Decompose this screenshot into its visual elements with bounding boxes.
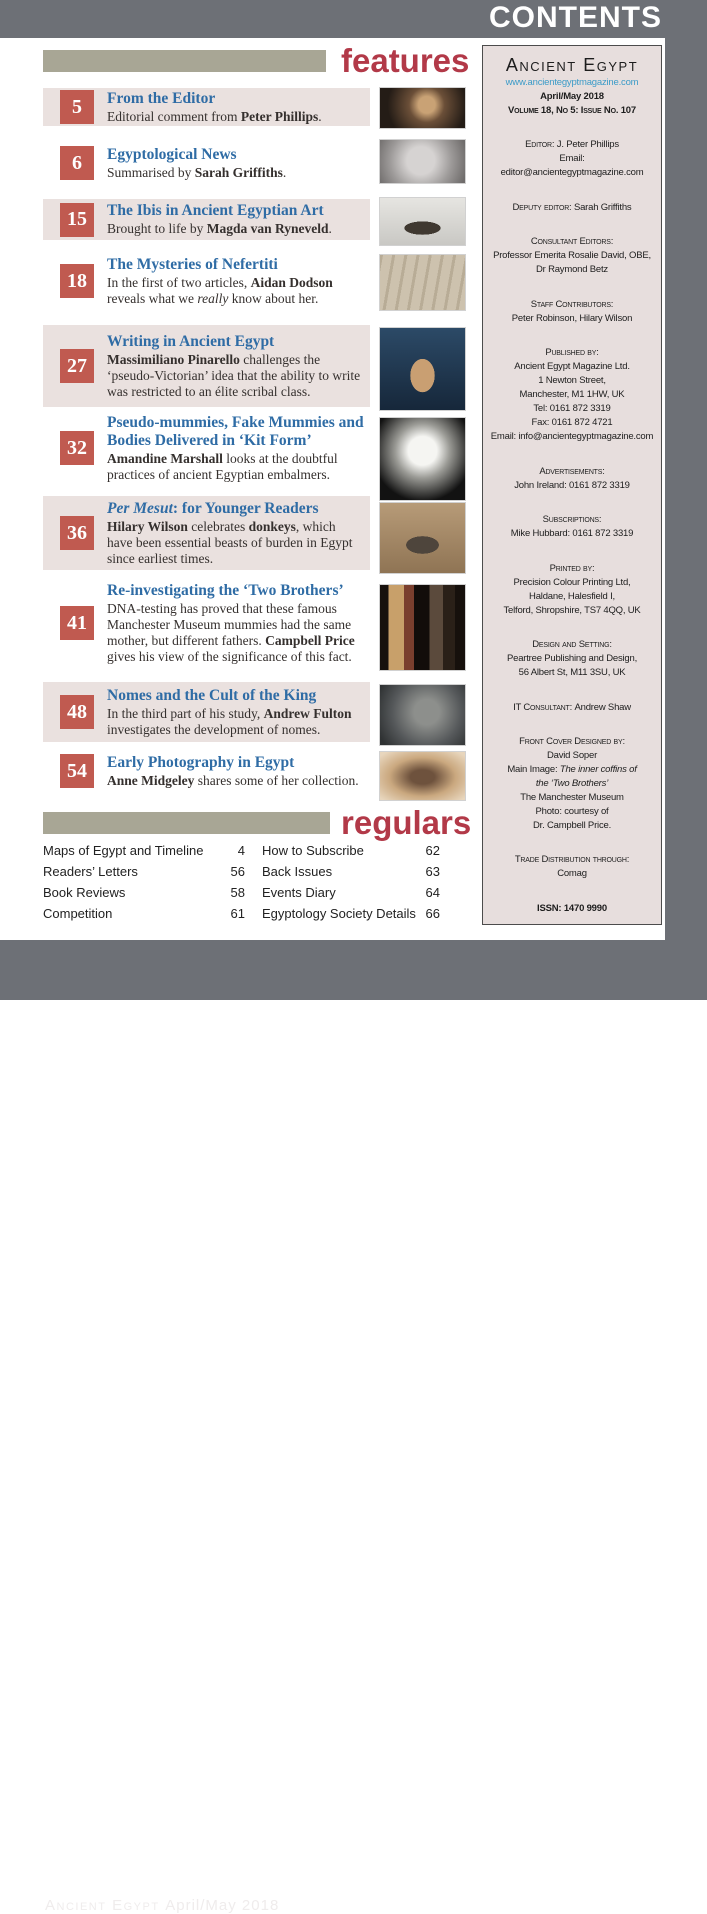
- website-link[interactable]: www.ancientegyptmagazine.com: [505, 77, 639, 88]
- page-number-badge: 54: [60, 754, 94, 788]
- page-number-badge: 48: [60, 695, 94, 729]
- text-segment: Dr. Campbell Price.: [532, 819, 612, 831]
- text-segment: Summarised by: [107, 164, 195, 180]
- text-segment: Tel: 0161 872 3319: [533, 403, 611, 415]
- text-segment: Design and Setting:: [532, 639, 612, 651]
- feature-description: [107, 275, 364, 307]
- feature-description: [107, 165, 286, 181]
- regulars-list-right: [262, 840, 440, 924]
- text-segment: The Manchester Museum: [520, 791, 624, 803]
- text-segment: Magda van Ryneveld: [206, 221, 329, 236]
- page-number-badge: 41: [60, 606, 94, 640]
- text-segment: Comag: [557, 868, 587, 880]
- feature-description: [107, 519, 364, 567]
- text-segment: really: [197, 290, 229, 306]
- text-segment: investigates the development of nomes.: [107, 721, 321, 737]
- text-segment: : for Younger Readers: [172, 499, 319, 517]
- text-segment: 56 Albert St, M11 3SU, UK: [518, 667, 626, 679]
- feature-title: [107, 202, 332, 220]
- sidebar-line: [488, 430, 656, 444]
- text-segment: Email: editor@ancientegyptmagazine.com: [500, 153, 644, 179]
- sidebar-block-9: [488, 638, 656, 680]
- feature-item-32: [43, 414, 370, 482]
- text-segment: the ‘Two Brothers’: [535, 777, 609, 789]
- text-segment: celebrates: [187, 518, 249, 534]
- text-segment: Mike Hubbard: 0161 872 3319: [510, 528, 634, 540]
- sidebar-line: [488, 235, 656, 249]
- regular-page-number: 56: [230, 864, 245, 879]
- regular-item: [262, 882, 440, 903]
- feature-description: [107, 352, 364, 400]
- sidebar-line: [488, 263, 656, 277]
- text-segment: Editor:: [525, 139, 557, 151]
- page-number-badge: 36: [60, 516, 94, 550]
- page-number-badge: 18: [60, 264, 94, 298]
- text-segment: Editorial comment from: [107, 108, 241, 124]
- text-segment: Manchester, M1 1HW, UK: [519, 389, 625, 401]
- sidebar-line: [488, 853, 656, 867]
- feature-text: [107, 687, 364, 738]
- text-segment: Main Image:: [507, 763, 560, 775]
- text-segment: Advertisements:: [539, 465, 605, 477]
- text-segment: Peter Robinson, Hilary Wilson: [511, 312, 633, 324]
- text-segment: 1 Newton Street,: [538, 375, 606, 387]
- sidebar-block-4: [488, 298, 656, 326]
- text-segment: Andrew Fulton: [263, 705, 352, 721]
- thumbnail-nefertiti-bust-photo: [380, 88, 465, 128]
- regular-label: Book Reviews: [43, 885, 126, 900]
- feature-text: [107, 146, 286, 181]
- sidebar-line: [488, 576, 656, 590]
- text-segment: Egyptological News: [107, 145, 237, 163]
- footer-text: [45, 1897, 279, 1914]
- sidebar-block-10: [488, 701, 656, 715]
- sidebar-line: [488, 867, 656, 881]
- text-segment: The Ibis in Ancient Egyptian Art: [107, 202, 324, 219]
- text-segment: Ancient Egypt: [505, 55, 639, 75]
- text-segment: Brought to life by: [107, 221, 207, 236]
- page-number-badge: 5: [60, 90, 94, 124]
- sidebar-line: [488, 513, 656, 527]
- feature-title: [107, 500, 364, 518]
- sidebar-line: [488, 312, 656, 326]
- text-segment: ISSN: 1470 9990: [537, 902, 607, 914]
- footer-magazine-name: Ancient Egypt: [45, 1897, 160, 1914]
- footer-issue-date: April/May 2018: [165, 1897, 280, 1914]
- sidebar-line: [488, 590, 656, 604]
- feature-item-15: [43, 199, 370, 240]
- regular-page-number: 64: [425, 885, 440, 900]
- text-segment: Peter Phillips: [240, 108, 319, 124]
- feature-description: [107, 109, 322, 125]
- text-segment: Peartree Publishing and Design,: [506, 653, 638, 665]
- feature-title: [107, 754, 359, 772]
- text-segment: looks at the doubtful practices of ancient Egyptian embalmers.: [107, 450, 338, 482]
- text-segment: Anne Midgeley: [107, 772, 195, 788]
- feature-title: [107, 414, 364, 450]
- text-segment: John Ireland: 0161 872 3319: [514, 479, 630, 491]
- regular-item: [262, 903, 440, 924]
- sidebar-line: [488, 749, 656, 763]
- feature-title: [107, 146, 286, 164]
- regular-label: Egyptology Society Details: [262, 906, 416, 921]
- text-segment: J. Peter Phillips: [556, 139, 619, 151]
- regular-page-number: 63: [425, 864, 440, 879]
- text-segment: From the Editor: [107, 89, 216, 107]
- regular-item: [43, 840, 245, 861]
- text-segment: .: [282, 164, 287, 180]
- thumbnail-donkey-painting-photo: [380, 503, 465, 573]
- top-header-band: [0, 0, 707, 38]
- text-segment: Andrew Shaw: [574, 701, 631, 713]
- text-segment: know about her.: [228, 290, 319, 306]
- feature-item-48: [43, 682, 370, 742]
- thumbnail-skull-xray-photo: [380, 418, 465, 500]
- sidebar-line: [488, 152, 656, 180]
- sidebar-line: [488, 465, 656, 479]
- regular-label: How to Subscribe: [262, 843, 364, 858]
- text-segment: , which have been essential beasts of burden in Egypt since earliest times.: [107, 518, 353, 566]
- regulars-list-left: [43, 840, 245, 924]
- text-segment: Email: info@ancientegyptmagazine.com: [490, 431, 654, 443]
- feature-text: [107, 256, 364, 307]
- sidebar-line: [488, 298, 656, 312]
- text-segment: The inner coffins of: [559, 763, 637, 775]
- sidebar-line: [488, 360, 656, 374]
- sidebar-line: [488, 735, 656, 749]
- text-segment: Photo: courtesy of: [535, 805, 609, 817]
- text-segment: In the third part of his study,: [107, 705, 264, 721]
- sidebar-block-1: [488, 138, 656, 180]
- text-segment: Nomes and the Cult of the King: [107, 686, 317, 704]
- text-segment: Ancient Egypt Magazine Ltd.: [514, 361, 630, 373]
- sidebar-line: [488, 249, 656, 263]
- text-segment: Consultant Editors:: [530, 236, 614, 248]
- regular-item: [43, 903, 245, 924]
- sidebar-block-6: [488, 465, 656, 493]
- text-segment: Fax: 0161 872 4721: [531, 417, 613, 429]
- regular-page-number: 61: [230, 906, 245, 921]
- text-segment: Telford, Shropshire, TS7 4QQ, UK: [503, 604, 641, 616]
- sidebar-line: [488, 805, 656, 819]
- regular-item: [262, 840, 440, 861]
- thumbnail-inscribed-stone-photo: [380, 140, 465, 183]
- sidebar-line: [488, 479, 656, 493]
- text-segment: reveals what we: [107, 290, 198, 306]
- sidebar-line: [488, 416, 656, 430]
- regular-label: Events Diary: [262, 885, 336, 900]
- sidebar-line: [488, 76, 656, 90]
- sidebar-line: [488, 346, 656, 360]
- feature-item-18: [43, 251, 370, 311]
- features-divider-bar: [43, 50, 326, 72]
- regular-item: [262, 861, 440, 882]
- text-segment: .: [318, 108, 322, 124]
- thumbnail-ibis-statuette-photo: [380, 198, 465, 245]
- text-segment: Haldane, Halesfield I,: [529, 590, 615, 602]
- page-number-badge: 15: [60, 203, 94, 237]
- thumbnail-sepia-sphinx-photo: [380, 752, 465, 800]
- sidebar-line: [488, 104, 656, 118]
- sidebar-block-13: [488, 902, 656, 916]
- thumbnail-two-coffins-photo: [380, 585, 465, 670]
- feature-item-36: [43, 496, 370, 570]
- footer-band: [0, 940, 707, 1914]
- page-number-badge: 6: [60, 146, 94, 180]
- sidebar-line: [488, 527, 656, 541]
- text-segment: The Mysteries of Nefertiti: [107, 255, 278, 273]
- text-segment: Pseudo-mummies, Fake Mummies and Bodies Delivered in ‘Kit Form’: [107, 413, 364, 449]
- regular-page-number: 58: [230, 885, 245, 900]
- sidebar-block-0: [488, 54, 656, 118]
- thumbnail-seated-scribe-statue-photo: [380, 328, 465, 410]
- thumbnail-relief-carving-photo: [380, 255, 465, 310]
- page-number-badge: 27: [60, 349, 94, 383]
- text-segment: Sarah Griffiths: [194, 164, 283, 180]
- feature-description: [107, 706, 364, 738]
- sidebar-line: [488, 666, 656, 680]
- text-segment: Hilary Wilson: [107, 518, 188, 534]
- feature-title: [107, 333, 364, 351]
- feature-description: [107, 221, 332, 237]
- sidebar-line: [488, 138, 656, 152]
- text-segment: David Soper: [546, 749, 598, 761]
- masthead-sidebar: [482, 45, 662, 925]
- regulars-heading: regulars: [341, 804, 472, 841]
- feature-text: [107, 90, 322, 125]
- sidebar-line: [488, 562, 656, 576]
- regular-page-number: 4: [237, 843, 245, 858]
- regular-item: [43, 882, 245, 903]
- feature-description: [107, 773, 359, 789]
- feature-item-41: [43, 576, 370, 670]
- text-segment: Sarah Griffiths: [573, 201, 632, 213]
- text-segment: Re-investigating the ‘Two Brothers’: [107, 581, 344, 599]
- text-segment: Per Mesut: [107, 499, 173, 517]
- sidebar-line: [488, 90, 656, 104]
- text-segment: Amandine Marshall: [107, 450, 223, 466]
- feature-title: [107, 256, 364, 274]
- feature-text: [107, 500, 364, 567]
- regular-page-number: 66: [425, 906, 440, 921]
- sidebar-block-12: [488, 853, 656, 881]
- sidebar-block-8: [488, 562, 656, 618]
- feature-text: [107, 582, 364, 665]
- regular-label: Back Issues: [262, 864, 333, 879]
- text-segment: donkeys: [248, 518, 296, 534]
- regular-label: Maps of Egypt and Timeline: [43, 843, 204, 858]
- regular-page-number: 62: [425, 843, 440, 858]
- sidebar-line: [488, 54, 656, 76]
- feature-item-5: [43, 88, 370, 126]
- text-segment: Massimiliano Pinarello: [107, 351, 240, 367]
- text-segment: DNA-testing has proved that these famous Manchester Museum mummies had the same mother, but different fathers.: [107, 600, 352, 648]
- feature-description: [107, 601, 364, 665]
- text-segment: April/May 2018: [540, 91, 604, 102]
- sidebar-line: [488, 604, 656, 618]
- feature-item-54: [43, 748, 370, 794]
- sidebar-line: [488, 791, 656, 805]
- feature-text: [107, 414, 364, 483]
- text-segment: Published by:: [545, 347, 599, 359]
- text-segment: Deputy editor:: [512, 201, 574, 213]
- feature-title: [107, 582, 364, 600]
- feature-text: [107, 202, 332, 237]
- features-heading: features: [341, 42, 470, 79]
- sidebar-line: [488, 201, 656, 215]
- regular-label: Readers’ Letters: [43, 864, 138, 879]
- text-segment: shares some of her collection.: [194, 772, 359, 788]
- text-segment: Volume 18, No 5: Issue No. 107: [508, 105, 636, 116]
- sidebar-line: [488, 902, 656, 916]
- sidebar-block-5: [488, 346, 656, 444]
- sidebar-block-3: [488, 235, 656, 277]
- text-segment: gives his view of the significance of this fact.: [107, 648, 352, 664]
- text-segment: Writing in Ancient Egypt: [107, 332, 275, 350]
- feature-item-6: [43, 141, 370, 185]
- regulars-divider-bar: [43, 812, 330, 834]
- right-frame-band: [665, 38, 707, 1000]
- text-segment: IT Consultant:: [513, 701, 575, 713]
- sidebar-line: [488, 638, 656, 652]
- sidebar-line: [488, 701, 656, 715]
- sidebar-line: [488, 819, 656, 833]
- feature-description: [107, 451, 364, 483]
- text-segment: Staff Contributors:: [530, 298, 614, 310]
- regular-item: [43, 861, 245, 882]
- text-segment: Printed by:: [549, 562, 595, 574]
- text-segment: Front Cover Designed by:: [519, 735, 625, 747]
- feature-title: [107, 90, 322, 108]
- text-segment: In the first of two articles,: [107, 274, 251, 290]
- feature-text: [107, 333, 364, 400]
- regular-label: Competition: [43, 906, 113, 921]
- feature-text: [107, 754, 359, 789]
- sidebar-line: [488, 388, 656, 402]
- sidebar-block-2: [488, 201, 656, 215]
- text-segment: Subscriptions:: [542, 514, 602, 526]
- text-segment: .: [328, 221, 332, 236]
- text-segment: Early Photography in Egypt: [107, 753, 295, 771]
- text-segment: Campbell Price: [265, 632, 355, 648]
- page-title: CONTENTS: [489, 1, 662, 34]
- feature-title: [107, 687, 364, 705]
- sidebar-line: [488, 652, 656, 666]
- thumbnail-granite-statue-photo: [380, 685, 465, 745]
- sidebar-line: [488, 763, 656, 777]
- text-segment: Trade Distribution through:: [514, 854, 630, 866]
- sidebar-line: [488, 402, 656, 416]
- text-segment: Professor Emerita Rosalie David, OBE,: [493, 250, 651, 262]
- feature-item-27: [43, 325, 370, 407]
- text-segment: challenges the ‘pseudo-Victorian’ idea that the ability to write was restricted to an élite scribal class.: [107, 351, 361, 399]
- sidebar-line: [488, 777, 656, 791]
- sidebar-block-7: [488, 513, 656, 541]
- text-segment: Dr Raymond Betz: [536, 264, 608, 276]
- text-segment: Aidan Dodson: [250, 274, 333, 290]
- text-segment: Precision Colour Printing Ltd,: [513, 576, 631, 588]
- sidebar-line: [488, 374, 656, 388]
- page-number-badge: 32: [60, 431, 94, 465]
- sidebar-block-11: [488, 735, 656, 833]
